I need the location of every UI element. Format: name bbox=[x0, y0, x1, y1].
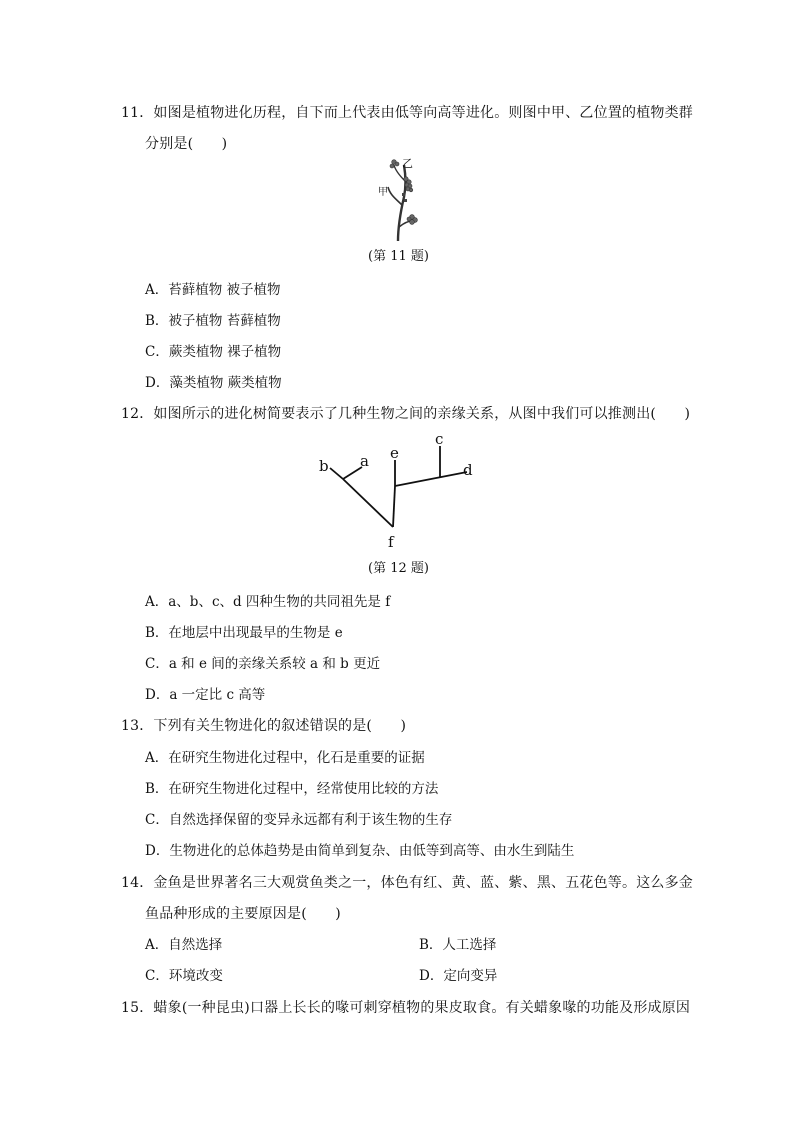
q14-stem-line1: 14．金鱼是世界著名三大观赏鱼类之一，体色有红、黄、蓝、紫、黑、五花色等。这么多金 bbox=[121, 875, 694, 891]
q13-option-b[interactable]: B．在研究生物进化过程中，经常使用比较的方法 bbox=[145, 781, 439, 797]
q14-option-d[interactable]: D．定向变异 bbox=[419, 968, 498, 984]
q12-label-e: e bbox=[390, 444, 399, 462]
q12-option-c[interactable]: C．a 和 e 间的亲缘关系较 a 和 b 更近 bbox=[145, 656, 381, 672]
q12-label-c: c bbox=[435, 432, 444, 448]
q11-label-jia: 甲 bbox=[378, 187, 388, 198]
q11-caption: (第 11 题) bbox=[368, 249, 429, 264]
q13-option-a[interactable]: A．在研究生物进化过程中，化石是重要的证据 bbox=[145, 750, 425, 766]
q12-branch-f-ba bbox=[343, 479, 393, 527]
q13-option-d[interactable]: D．生物进化的总体趋势是由简单到复杂、由低等到高等、由水生到陆生 bbox=[145, 843, 575, 859]
q11-stem-line1: 11．如图是植物进化历程，自下而上代表由低等向高等进化。则图中甲、乙位置的植物类群 bbox=[121, 105, 694, 121]
q11-stem-line2: 分别是( ) bbox=[145, 136, 228, 152]
q11-option-b[interactable]: B．被子植物 苔藓植物 bbox=[145, 313, 281, 329]
q12-branch-b bbox=[330, 468, 343, 479]
q14-option-c[interactable]: C．环境改变 bbox=[145, 968, 223, 984]
q13-option-c[interactable]: C．自然选择保留的变异永远都有利于该生物的生存 bbox=[145, 812, 453, 828]
q12-branch-f-edc bbox=[393, 486, 395, 527]
q12-option-d[interactable]: D．a 一定比 c 高等 bbox=[145, 687, 266, 703]
q12-label-f: f bbox=[388, 533, 394, 551]
q11-option-c[interactable]: C．蕨类植物 裸子植物 bbox=[145, 344, 282, 360]
q12-evolution-tree bbox=[310, 432, 490, 552]
q11-option-d[interactable]: D．藻类植物 蕨类植物 bbox=[145, 375, 282, 391]
q12-label-b: b bbox=[319, 457, 329, 475]
q12-label-d: d bbox=[463, 461, 473, 479]
q14-option-a[interactable]: A．自然选择 bbox=[145, 937, 223, 953]
q14-option-b[interactable]: B．人工选择 bbox=[419, 937, 497, 953]
q13-stem-line1: 13．下列有关生物进化的叙述错误的是( ) bbox=[121, 718, 407, 734]
q12-branch-dc bbox=[395, 472, 467, 486]
q12-option-a[interactable]: A．a、b、c、d 四种生物的共同祖先是 f bbox=[145, 594, 391, 610]
q11-option-a[interactable]: A．苔藓植物 被子植物 bbox=[145, 282, 281, 298]
q11-plant-evolution-figure bbox=[368, 155, 428, 243]
q14-stem-line2: 鱼品种形成的主要原因是( ) bbox=[145, 906, 341, 922]
q12-caption: (第 12 题) bbox=[368, 561, 429, 576]
q12-label-a: a bbox=[360, 452, 369, 470]
q12-option-b[interactable]: B．在地层中出现最早的生物是 e bbox=[145, 625, 343, 641]
q12-stem-line1: 12．如图所示的进化树简要表示了几种生物之间的亲缘关系，从图中我们可以推测出( ) bbox=[121, 406, 691, 422]
q15-stem-line1: 15．蜡象(一种昆虫)口器上长长的喙可刺穿植物的果皮取食。有关蜡象喙的功能及形成原因 bbox=[121, 1000, 691, 1016]
q11-label-yi: 乙 bbox=[402, 157, 413, 170]
